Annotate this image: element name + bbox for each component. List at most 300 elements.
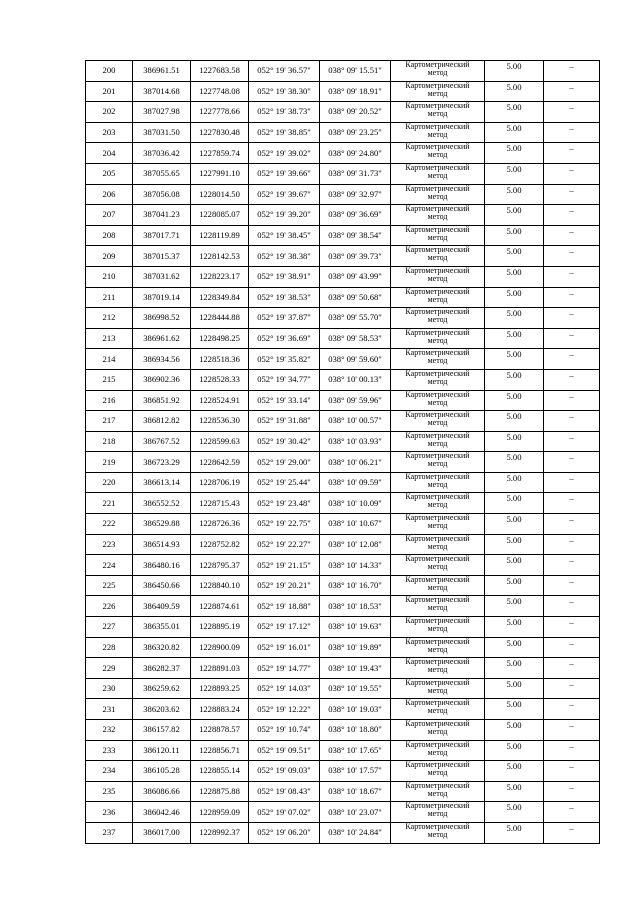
latitude-cell: 052° 19' 17.12": [249, 617, 320, 638]
longitude-cell: 038° 09' 58.53": [320, 328, 391, 349]
accuracy-cell: 5.00: [485, 575, 544, 596]
table-row: [86, 411, 600, 432]
point-number-cell: 222: [86, 514, 133, 535]
table-row: [86, 514, 600, 535]
method-cell: [391, 308, 485, 329]
x-coordinate-cell: 387031.62: [133, 266, 191, 287]
description-cell: –: [544, 349, 600, 370]
description-cell: –: [544, 81, 600, 102]
y-coordinate-cell: 1227748.08: [191, 81, 249, 102]
description-cell: –: [544, 637, 600, 658]
point-number-cell: 228: [86, 637, 133, 658]
method-line-2: метод: [427, 541, 448, 551]
longitude-cell: 038° 09' 24.80": [320, 143, 391, 164]
latitude-cell: 052° 19' 38.30": [249, 81, 320, 102]
longitude-cell: 038° 10' 03.93": [320, 431, 391, 452]
accuracy-cell: 5.00: [485, 658, 544, 679]
y-coordinate-cell: 1228498.25: [191, 328, 249, 349]
table-row: [86, 699, 600, 720]
latitude-cell: 052° 19' 36.69": [249, 328, 320, 349]
method-line-2: метод: [427, 809, 448, 819]
method-cell: [391, 699, 485, 720]
accuracy-cell: 5.00: [485, 720, 544, 741]
accuracy-cell: 5.00: [485, 678, 544, 699]
latitude-cell: 052° 19' 33.14": [249, 390, 320, 411]
y-coordinate-cell: 1228014.50: [191, 184, 249, 205]
description-cell: –: [544, 781, 600, 802]
accuracy-cell: 5.00: [485, 472, 544, 493]
method-line-2: метод: [427, 706, 448, 716]
description-cell: –: [544, 678, 600, 699]
latitude-cell: 052° 19' 12.22": [249, 699, 320, 720]
point-number-cell: 204: [86, 143, 133, 164]
accuracy-cell: 5.00: [485, 328, 544, 349]
accuracy-cell: 5.00: [485, 81, 544, 102]
accuracy-cell: 5.00: [485, 246, 544, 267]
y-coordinate-cell: 1228444.88: [191, 308, 249, 329]
table-row: [86, 617, 600, 638]
method-line-1: Картометрический: [405, 492, 470, 502]
table-row: [86, 493, 600, 514]
y-coordinate-cell: 1228085.07: [191, 205, 249, 226]
y-coordinate-cell: 1228878.57: [191, 720, 249, 741]
longitude-cell: 038° 09' 20.52": [320, 102, 391, 123]
latitude-cell: 052° 19' 38.73": [249, 102, 320, 123]
accuracy-cell: 5.00: [485, 349, 544, 370]
method-line-1: Картометрический: [405, 266, 470, 275]
method-line-1: Картометрический: [405, 431, 470, 440]
description-cell: –: [544, 575, 600, 596]
y-coordinate-cell: 1228752.82: [191, 534, 249, 555]
y-coordinate-cell: 1228715.43: [191, 493, 249, 514]
latitude-cell: 052° 19' 21.15": [249, 555, 320, 576]
method-line-2: метод: [427, 624, 448, 634]
method-line-2: метод: [427, 479, 448, 489]
latitude-cell: 052° 19' 06.20": [249, 822, 320, 843]
method-cell: [391, 617, 485, 638]
table-row: [86, 287, 600, 308]
x-coordinate-cell: 386259.62: [133, 678, 191, 699]
latitude-cell: 052° 19' 39.67": [249, 184, 320, 205]
method-line-1: Картометрический: [405, 657, 470, 667]
point-number-cell: 220: [86, 472, 133, 493]
method-cell: [391, 163, 485, 184]
point-number-cell: 217: [86, 411, 133, 432]
method-line-2: метод: [427, 68, 448, 77]
description-cell: –: [544, 287, 600, 308]
longitude-cell: 038° 09' 15.51": [320, 61, 391, 82]
method-cell: [391, 122, 485, 143]
latitude-cell: 052° 19' 22.27": [249, 534, 320, 555]
longitude-cell: 038° 10' 19.63": [320, 617, 391, 638]
method-line-1: Картометрический: [405, 410, 470, 420]
table-row: [86, 720, 600, 741]
method-line-2: метод: [427, 788, 448, 798]
accuracy-cell: 5.00: [485, 431, 544, 452]
method-cell: [391, 575, 485, 596]
method-line-2: метод: [427, 685, 448, 695]
method-cell: [391, 596, 485, 617]
accuracy-cell: 5.00: [485, 143, 544, 164]
longitude-cell: 038° 09' 43.99": [320, 266, 391, 287]
point-number-cell: 236: [86, 802, 133, 823]
x-coordinate-cell: 386961.51: [133, 61, 191, 82]
x-coordinate-cell: 386723.29: [133, 452, 191, 473]
table-row: [86, 637, 600, 658]
method-cell: [391, 534, 485, 555]
y-coordinate-cell: 1228875.88: [191, 781, 249, 802]
method-line-1: Картометрический: [405, 822, 470, 831]
accuracy-cell: 5.00: [485, 555, 544, 576]
method-cell: [391, 369, 485, 390]
method-cell: [391, 658, 485, 679]
method-cell: [391, 802, 485, 823]
latitude-cell: 052° 19' 30.42": [249, 431, 320, 452]
table-row: [86, 678, 600, 699]
description-cell: –: [544, 225, 600, 246]
table-row: [86, 349, 600, 370]
accuracy-cell: 5.00: [485, 61, 544, 82]
method-line-1: Картометрический: [405, 307, 470, 317]
method-cell: [391, 225, 485, 246]
description-cell: –: [544, 143, 600, 164]
x-coordinate-cell: 386767.52: [133, 431, 191, 452]
y-coordinate-cell: 1228840.10: [191, 575, 249, 596]
method-cell: [391, 143, 485, 164]
latitude-cell: 052° 19' 38.45": [249, 225, 320, 246]
table-row: [86, 61, 600, 82]
table-row: [86, 328, 600, 349]
description-cell: –: [544, 163, 600, 184]
latitude-cell: 052° 19' 25.44": [249, 472, 320, 493]
description-cell: –: [544, 493, 600, 514]
method-line-2: метод: [427, 294, 448, 304]
table-row: [86, 431, 600, 452]
latitude-cell: 052° 19' 38.38": [249, 246, 320, 267]
coordinates-table-body: [86, 61, 600, 844]
method-line-2: метод: [427, 768, 448, 778]
x-coordinate-cell: 386529.88: [133, 514, 191, 535]
y-coordinate-cell: 1228119.89: [191, 225, 249, 246]
table-row: [86, 122, 600, 143]
point-number-cell: 234: [86, 761, 133, 782]
method-line-1: Картометрический: [405, 142, 470, 152]
description-cell: –: [544, 205, 600, 226]
method-line-1: Картометрический: [405, 60, 470, 69]
table-row: [86, 102, 600, 123]
method-cell: [391, 81, 485, 102]
longitude-cell: 038° 09' 31.73": [320, 163, 391, 184]
latitude-cell: 052° 19' 14.03": [249, 678, 320, 699]
longitude-cell: 038° 10' 00.13": [320, 369, 391, 390]
method-cell: [391, 761, 485, 782]
method-line-2: метод: [427, 418, 448, 428]
latitude-cell: 052° 19' 09.03": [249, 761, 320, 782]
point-number-cell: 218: [86, 431, 133, 452]
method-line-2: метод: [427, 335, 448, 345]
longitude-cell: 038° 09' 18.91": [320, 81, 391, 102]
point-number-cell: 230: [86, 678, 133, 699]
x-coordinate-cell: 386998.52: [133, 308, 191, 329]
method-line-2: метод: [427, 521, 448, 531]
longitude-cell: 038° 09' 23.25": [320, 122, 391, 143]
method-line-1: Картометрический: [405, 225, 470, 234]
point-number-cell: 211: [86, 287, 133, 308]
method-cell: [391, 555, 485, 576]
description-cell: –: [544, 452, 600, 473]
method-cell: [391, 61, 485, 82]
longitude-cell: 038° 09' 32.97": [320, 184, 391, 205]
description-cell: –: [544, 61, 600, 82]
description-cell: –: [544, 699, 600, 720]
method-line-2: метод: [427, 109, 448, 119]
longitude-cell: 038° 10' 16.70": [320, 575, 391, 596]
method-line-1: Картометрический: [405, 101, 470, 111]
longitude-cell: 038° 10' 19.89": [320, 637, 391, 658]
accuracy-cell: 5.00: [485, 102, 544, 123]
longitude-cell: 038° 09' 55.70": [320, 308, 391, 329]
method-line-2: метод: [427, 644, 448, 654]
y-coordinate-cell: 1228518.36: [191, 349, 249, 370]
y-coordinate-cell: 1227778.66: [191, 102, 249, 123]
point-number-cell: 227: [86, 617, 133, 638]
method-line-1: Картометрический: [405, 287, 470, 296]
method-line-1: Картометрический: [405, 801, 470, 811]
longitude-cell: 038° 10' 17.65": [320, 740, 391, 761]
method-cell: [391, 740, 485, 761]
method-line-1: Картометрический: [405, 698, 470, 708]
description-cell: –: [544, 266, 600, 287]
method-line-2: метод: [427, 747, 448, 757]
method-line-1: Картометрический: [405, 204, 470, 214]
description-cell: –: [544, 555, 600, 576]
description-cell: –: [544, 411, 600, 432]
x-coordinate-cell: 386203.62: [133, 699, 191, 720]
latitude-cell: 052° 19' 23.48": [249, 493, 320, 514]
table-row: [86, 740, 600, 761]
y-coordinate-cell: 1228891.03: [191, 658, 249, 679]
method-line-2: метод: [427, 603, 448, 613]
accuracy-cell: 5.00: [485, 411, 544, 432]
latitude-cell: 052° 19' 07.02": [249, 802, 320, 823]
point-number-cell: 212: [86, 308, 133, 329]
method-line-2: метод: [427, 170, 448, 180]
longitude-cell: 038° 10' 14.33": [320, 555, 391, 576]
method-line-1: Картометрический: [405, 348, 470, 358]
method-line-1: Картометрический: [405, 245, 470, 255]
latitude-cell: 052° 19' 22.75": [249, 514, 320, 535]
point-number-cell: 231: [86, 699, 133, 720]
latitude-cell: 052° 19' 29.00": [249, 452, 320, 473]
method-cell: [391, 514, 485, 535]
longitude-cell: 038° 10' 00.57": [320, 411, 391, 432]
description-cell: –: [544, 431, 600, 452]
x-coordinate-cell: 387036.42: [133, 143, 191, 164]
longitude-cell: 038° 10' 17.57": [320, 761, 391, 782]
y-coordinate-cell: 1228536.30: [191, 411, 249, 432]
longitude-cell: 038° 10' 06.21": [320, 452, 391, 473]
accuracy-cell: 5.00: [485, 308, 544, 329]
y-coordinate-cell: 1227683.58: [191, 61, 249, 82]
method-line-1: Картометрический: [405, 451, 470, 461]
method-cell: [391, 472, 485, 493]
x-coordinate-cell: 386282.37: [133, 658, 191, 679]
longitude-cell: 038° 10' 10.67": [320, 514, 391, 535]
description-cell: –: [544, 720, 600, 741]
x-coordinate-cell: 386017.00: [133, 822, 191, 843]
longitude-cell: 038° 10' 18.80": [320, 720, 391, 741]
method-cell: [391, 102, 485, 123]
method-cell: [391, 781, 485, 802]
y-coordinate-cell: 1228642.59: [191, 452, 249, 473]
latitude-cell: 052° 19' 39.20": [249, 205, 320, 226]
method-line-1: Картометрический: [405, 781, 470, 790]
latitude-cell: 052° 19' 35.82": [249, 349, 320, 370]
description-cell: –: [544, 122, 600, 143]
table-row: [86, 761, 600, 782]
point-number-cell: 200: [86, 61, 133, 82]
method-line-1: Картометрический: [405, 122, 470, 131]
method-line-1: Картометрический: [405, 513, 470, 523]
point-number-cell: 229: [86, 658, 133, 679]
accuracy-cell: 5.00: [485, 822, 544, 843]
method-line-2: метод: [427, 253, 448, 263]
x-coordinate-cell: 386355.01: [133, 617, 191, 638]
method-line-2: метод: [427, 829, 448, 839]
description-cell: –: [544, 184, 600, 205]
method-line-2: метод: [427, 376, 448, 386]
description-cell: –: [544, 802, 600, 823]
x-coordinate-cell: 387041.23: [133, 205, 191, 226]
longitude-cell: 038° 09' 39.73": [320, 246, 391, 267]
point-number-cell: 216: [86, 390, 133, 411]
method-cell: [391, 678, 485, 699]
method-cell: [391, 349, 485, 370]
method-line-1: Картометрический: [405, 534, 470, 543]
y-coordinate-cell: 1228726.36: [191, 514, 249, 535]
point-number-cell: 215: [86, 369, 133, 390]
description-cell: –: [544, 740, 600, 761]
table-row: [86, 369, 600, 390]
point-number-cell: 209: [86, 246, 133, 267]
x-coordinate-cell: 387019.14: [133, 287, 191, 308]
point-number-cell: 221: [86, 493, 133, 514]
latitude-cell: 052° 19' 37.87": [249, 308, 320, 329]
latitude-cell: 052° 19' 38.53": [249, 287, 320, 308]
method-line-2: метод: [427, 129, 448, 139]
point-number-cell: 206: [86, 184, 133, 205]
x-coordinate-cell: 387014.68: [133, 81, 191, 102]
method-cell: [391, 431, 485, 452]
latitude-cell: 052° 19' 31.88": [249, 411, 320, 432]
y-coordinate-cell: 1228895.19: [191, 617, 249, 638]
point-number-cell: 203: [86, 122, 133, 143]
x-coordinate-cell: 386409.59: [133, 596, 191, 617]
x-coordinate-cell: 387017.71: [133, 225, 191, 246]
method-line-1: Картометрический: [405, 678, 470, 687]
table-row: [86, 575, 600, 596]
latitude-cell: 052° 19' 14.77": [249, 658, 320, 679]
accuracy-cell: 5.00: [485, 452, 544, 473]
table-row: [86, 246, 600, 267]
latitude-cell: 052° 19' 36.57": [249, 61, 320, 82]
accuracy-cell: 5.00: [485, 184, 544, 205]
x-coordinate-cell: 386851.92: [133, 390, 191, 411]
table-row: [86, 596, 600, 617]
y-coordinate-cell: 1228524.91: [191, 390, 249, 411]
table-row: [86, 822, 600, 843]
x-coordinate-cell: 387055.65: [133, 163, 191, 184]
longitude-cell: 038° 10' 24.84": [320, 822, 391, 843]
accuracy-cell: 5.00: [485, 699, 544, 720]
y-coordinate-cell: 1228959.09: [191, 802, 249, 823]
point-number-cell: 226: [86, 596, 133, 617]
table-row: [86, 163, 600, 184]
description-cell: –: [544, 390, 600, 411]
x-coordinate-cell: 386812.82: [133, 411, 191, 432]
y-coordinate-cell: 1227991.10: [191, 163, 249, 184]
x-coordinate-cell: 386086.66: [133, 781, 191, 802]
method-line-2: метод: [427, 191, 448, 201]
longitude-cell: 038° 10' 23.07": [320, 802, 391, 823]
point-number-cell: 235: [86, 781, 133, 802]
table-row: [86, 205, 600, 226]
method-line-2: метод: [427, 438, 448, 448]
y-coordinate-cell: 1228992.37: [191, 822, 249, 843]
description-cell: –: [544, 369, 600, 390]
method-cell: [391, 266, 485, 287]
latitude-cell: 052° 19' 09.51": [249, 740, 320, 761]
method-line-2: метод: [427, 356, 448, 366]
method-cell: [391, 246, 485, 267]
table-row: [86, 802, 600, 823]
method-cell: [391, 411, 485, 432]
method-line-2: метод: [427, 232, 448, 242]
y-coordinate-cell: 1228599.63: [191, 431, 249, 452]
latitude-cell: 052° 19' 18.88": [249, 596, 320, 617]
table-row: [86, 184, 600, 205]
method-cell: [391, 637, 485, 658]
accuracy-cell: 5.00: [485, 637, 544, 658]
latitude-cell: 052° 19' 20.21": [249, 575, 320, 596]
y-coordinate-cell: 1228706.19: [191, 472, 249, 493]
x-coordinate-cell: 387027.98: [133, 102, 191, 123]
latitude-cell: 052° 19' 08.43": [249, 781, 320, 802]
method-line-1: Картометрический: [405, 369, 470, 378]
table-row: [86, 225, 600, 246]
x-coordinate-cell: 386480.16: [133, 555, 191, 576]
longitude-cell: 038° 10' 19.55": [320, 678, 391, 699]
y-coordinate-cell: 1228223.17: [191, 266, 249, 287]
method-line-1: Картометрический: [405, 554, 470, 564]
accuracy-cell: 5.00: [485, 225, 544, 246]
method-line-2: метод: [427, 150, 448, 160]
method-line-2: метод: [427, 273, 448, 283]
description-cell: –: [544, 472, 600, 493]
method-cell: [391, 493, 485, 514]
accuracy-cell: 5.00: [485, 205, 544, 226]
description-cell: –: [544, 102, 600, 123]
accuracy-cell: 5.00: [485, 287, 544, 308]
accuracy-cell: 5.00: [485, 369, 544, 390]
accuracy-cell: 5.00: [485, 781, 544, 802]
table-row: [86, 143, 600, 164]
table-row: [86, 781, 600, 802]
method-line-2: метод: [427, 315, 448, 325]
latitude-cell: 052° 19' 39.66": [249, 163, 320, 184]
table-row: [86, 81, 600, 102]
point-number-cell: 237: [86, 822, 133, 843]
